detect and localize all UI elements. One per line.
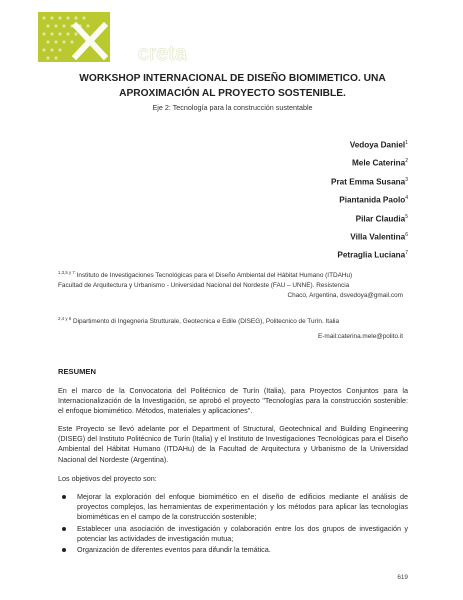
logo-block: [38, 12, 188, 65]
author-list: [208, 134, 408, 263]
paper-title: WORKSHOP INTERNACIONAL DE DISEÑO BIOMIMETICO. UNA APROXIMACIÓN AL PROYECTO SOSTENIBLE.: [79, 73, 386, 99]
affiliation-argentina: [58, 268, 403, 301]
affiliation-sup: 1,3,5 y 7: [58, 270, 75, 275]
author-name: Vedoya Daniel: [349, 140, 406, 150]
author-entry: [208, 189, 408, 207]
paragraph: Este Proyecto se llevó adelante por el Department of Structural, Geotechnical and Building Engineering (DISEG) del Instituto Politécnico de Turín (Italia) y el Instituto de Investigaciones Tecnológicas para el Diseño Ambiental del Hábitat Humano (ITDAHu) de la Facultad de Arquitectura y Urbanismo de la Universidad Nacional del Nordeste (Argentina).: [58, 424, 408, 464]
paragraph: En el marco de la Convocatoria del Politécnico de Turín (Italia), para Proyectos Conjuntos para la Internacionalización de la Investigación, se aprobó el proyecto "Tecnologías para la construcción sostenible: el enfoque biomimético. Métodos, materiales y aplicaciones".: [58, 386, 408, 416]
bullet-icon: [62, 548, 66, 552]
author-entry: [208, 152, 408, 170]
list-item: [58, 492, 408, 523]
affiliation-line: Facultad de Arquitectura y Urbanismo - Universidad Nacional del Nordeste (FAU – UNNE). Resistencia: [58, 282, 350, 290]
author-name: Pilar Claudia: [355, 214, 406, 224]
header-band: [0, 0, 463, 64]
objectives-list: [58, 492, 408, 556]
paragraph: Los objetivos del proyecto son:: [58, 474, 157, 483]
list-item-text: Mejorar la exploración del enfoque biomimético en el diseño de edificios mediante el análisis de proyectos complejos, las herramientas de experimentación y los métodos para aplicar las tecnologías biomiméticas en el campo de la construcción sostenible;: [77, 492, 408, 522]
affiliation-sup: 2,4 y 6: [58, 316, 72, 321]
paper-subtitle: Eje 2: Tecnología para la construcción sustentable: [152, 103, 313, 112]
author-sup: 6: [405, 231, 408, 238]
author-sup: 7: [405, 250, 408, 257]
author-entry: [208, 226, 408, 244]
author-name: Piantanida Paolo: [339, 195, 406, 205]
logo-text: creta: [138, 42, 188, 65]
author-sup: 1: [405, 140, 408, 146]
author-entry: [208, 244, 408, 262]
list-item-text: Establecer una asociación de investigación y colaboración entre los dos grupos de investigación y potenciar las actividades de investigación mutua;: [77, 523, 408, 543]
author-entry: [208, 134, 408, 152]
list-item: [58, 545, 408, 555]
author-sup: 5: [405, 213, 408, 220]
affiliation-line: Chaco, Argentina, dsvedoya@gmail.com: [287, 292, 403, 300]
list-item-text: Organización de diferentes eventos para difundir la temática.: [77, 545, 271, 555]
author-name: Petraglia Luciana: [337, 251, 406, 261]
author-name: Prat Emma Susana: [331, 177, 406, 187]
affiliation-italy: [58, 314, 403, 327]
affiliation-line: [58, 268, 403, 281]
affiliation-text: Instituto de Investigaciones Tecnológicas para el Diseño Ambiental del Hábitat Humano (ITDAHu): [76, 272, 353, 280]
affiliation-line: [58, 314, 403, 327]
author-sup: 4: [405, 195, 408, 202]
author-entry: [208, 208, 408, 226]
contact-email: E-mail:caterina.mele@polito.it: [318, 333, 403, 340]
bullet-icon: [62, 495, 66, 499]
author-entry: [208, 171, 408, 189]
author-name: Villa Valentina: [350, 232, 406, 242]
list-item: [58, 524, 408, 544]
author-name: Mele Caterina: [351, 159, 406, 169]
author-sup: 3: [405, 176, 408, 183]
logo-pattern-icon: [38, 12, 110, 62]
page-number: 619: [397, 574, 408, 581]
author-sup: 2: [405, 158, 408, 165]
bullet-icon: [62, 527, 66, 531]
section-title-resumen: RESUMEN: [58, 367, 96, 376]
affiliation-text: Dipartimento di Ingegneria Strutturale, Geotecnica e Edile (DISEG), Politecnico de Turín. Italia: [72, 318, 340, 326]
